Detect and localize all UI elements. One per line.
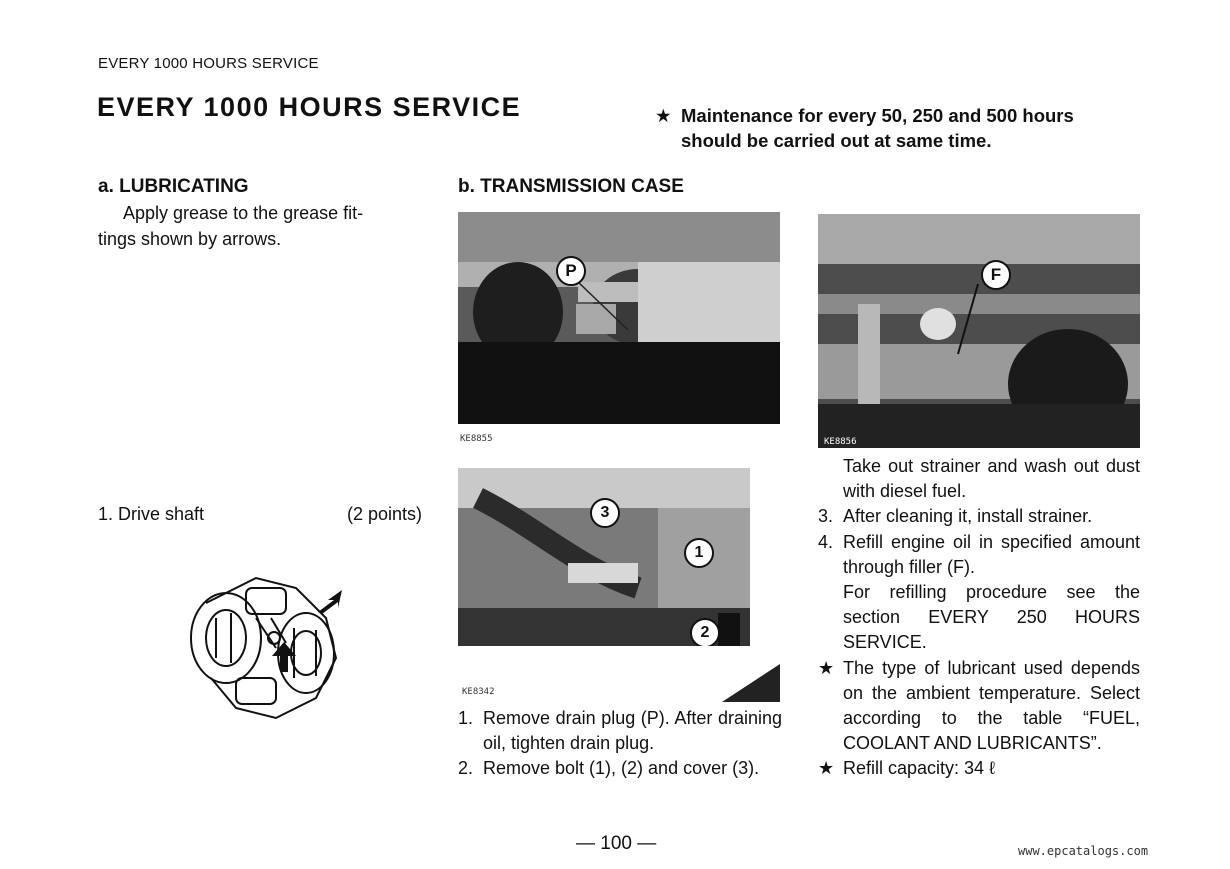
lubricating-description bbox=[98, 201, 420, 252]
drive-shaft-item bbox=[98, 504, 422, 525]
bolt-cover-photo bbox=[458, 468, 750, 646]
drive-shaft-points: (2 points) bbox=[346, 504, 422, 524]
lubricating-desc-line-1: Apply grease to the grease fit- bbox=[123, 203, 364, 223]
refill-note: For refilling procedure see the section EVERY 250 HOURS SERVICE. bbox=[843, 582, 1140, 653]
maintenance-note bbox=[655, 103, 1074, 153]
star-icon: ★ bbox=[818, 758, 835, 779]
list-item: 1. Remove drain plug (P). After draining oil, tighten drain plug. bbox=[458, 708, 782, 754]
drain-steps bbox=[458, 706, 782, 782]
watermark: www.epcatalogs.com bbox=[1018, 844, 1149, 858]
drive-shaft-illustration bbox=[176, 558, 356, 728]
drain-plug-photo bbox=[458, 212, 780, 424]
note-line-2: should be carried out at same time. bbox=[681, 130, 992, 151]
note-line-1: Maintenance for every 50, 250 and 500 hours bbox=[681, 105, 1074, 126]
running-header: EVERY 1000 HOURS SERVICE bbox=[98, 55, 319, 72]
list-item: 3. After cleaning it, install strainer. bbox=[818, 506, 1093, 527]
callout-3: 3 bbox=[590, 498, 620, 528]
callout-1: 1 bbox=[684, 538, 714, 568]
photo-code: KE8856 bbox=[824, 437, 857, 447]
star-note: ★ Refill capacity: 34 ℓ bbox=[818, 756, 1140, 781]
photo-code: KE8342 bbox=[462, 687, 495, 697]
list-item: 2. Remove bolt (1), (2) and cover (3). bbox=[458, 758, 760, 779]
callout-2: 2 bbox=[690, 618, 720, 646]
photo-corner-mark bbox=[722, 664, 780, 702]
arrow-icon bbox=[272, 642, 296, 672]
lubricating-desc-line-2: tings shown by arrows. bbox=[98, 228, 282, 249]
callout-p: P bbox=[556, 256, 586, 286]
lubricating-heading: a. LUBRICATING bbox=[98, 176, 249, 197]
page-number: — 100 — bbox=[576, 833, 657, 854]
star-icon: ★ bbox=[818, 657, 835, 678]
callout-f: F bbox=[981, 260, 1011, 290]
continued-text: Take out strainer and wash out dust with diesel fuel. bbox=[843, 456, 1140, 502]
refill-instructions bbox=[818, 454, 1140, 782]
transmission-heading: b. TRANSMISSION CASE bbox=[458, 176, 684, 197]
star-note: ★ The type of lubricant used depends on the ambient temperature. Select according to the table “FUEL, COOLANT AND LUBRICANTS”. bbox=[818, 657, 1140, 754]
star-icon: ★ bbox=[655, 105, 672, 126]
filler-photo bbox=[818, 214, 1140, 448]
list-item: 4. Refill engine oil in specified amount through filler (F). bbox=[818, 531, 1140, 577]
photo-code: KE8855 bbox=[460, 434, 493, 444]
drive-shaft-label: 1. Drive shaft bbox=[98, 504, 205, 524]
arrow-icon bbox=[316, 586, 346, 616]
page-title: EVERY 1000 HOURS SERVICE bbox=[97, 92, 522, 122]
